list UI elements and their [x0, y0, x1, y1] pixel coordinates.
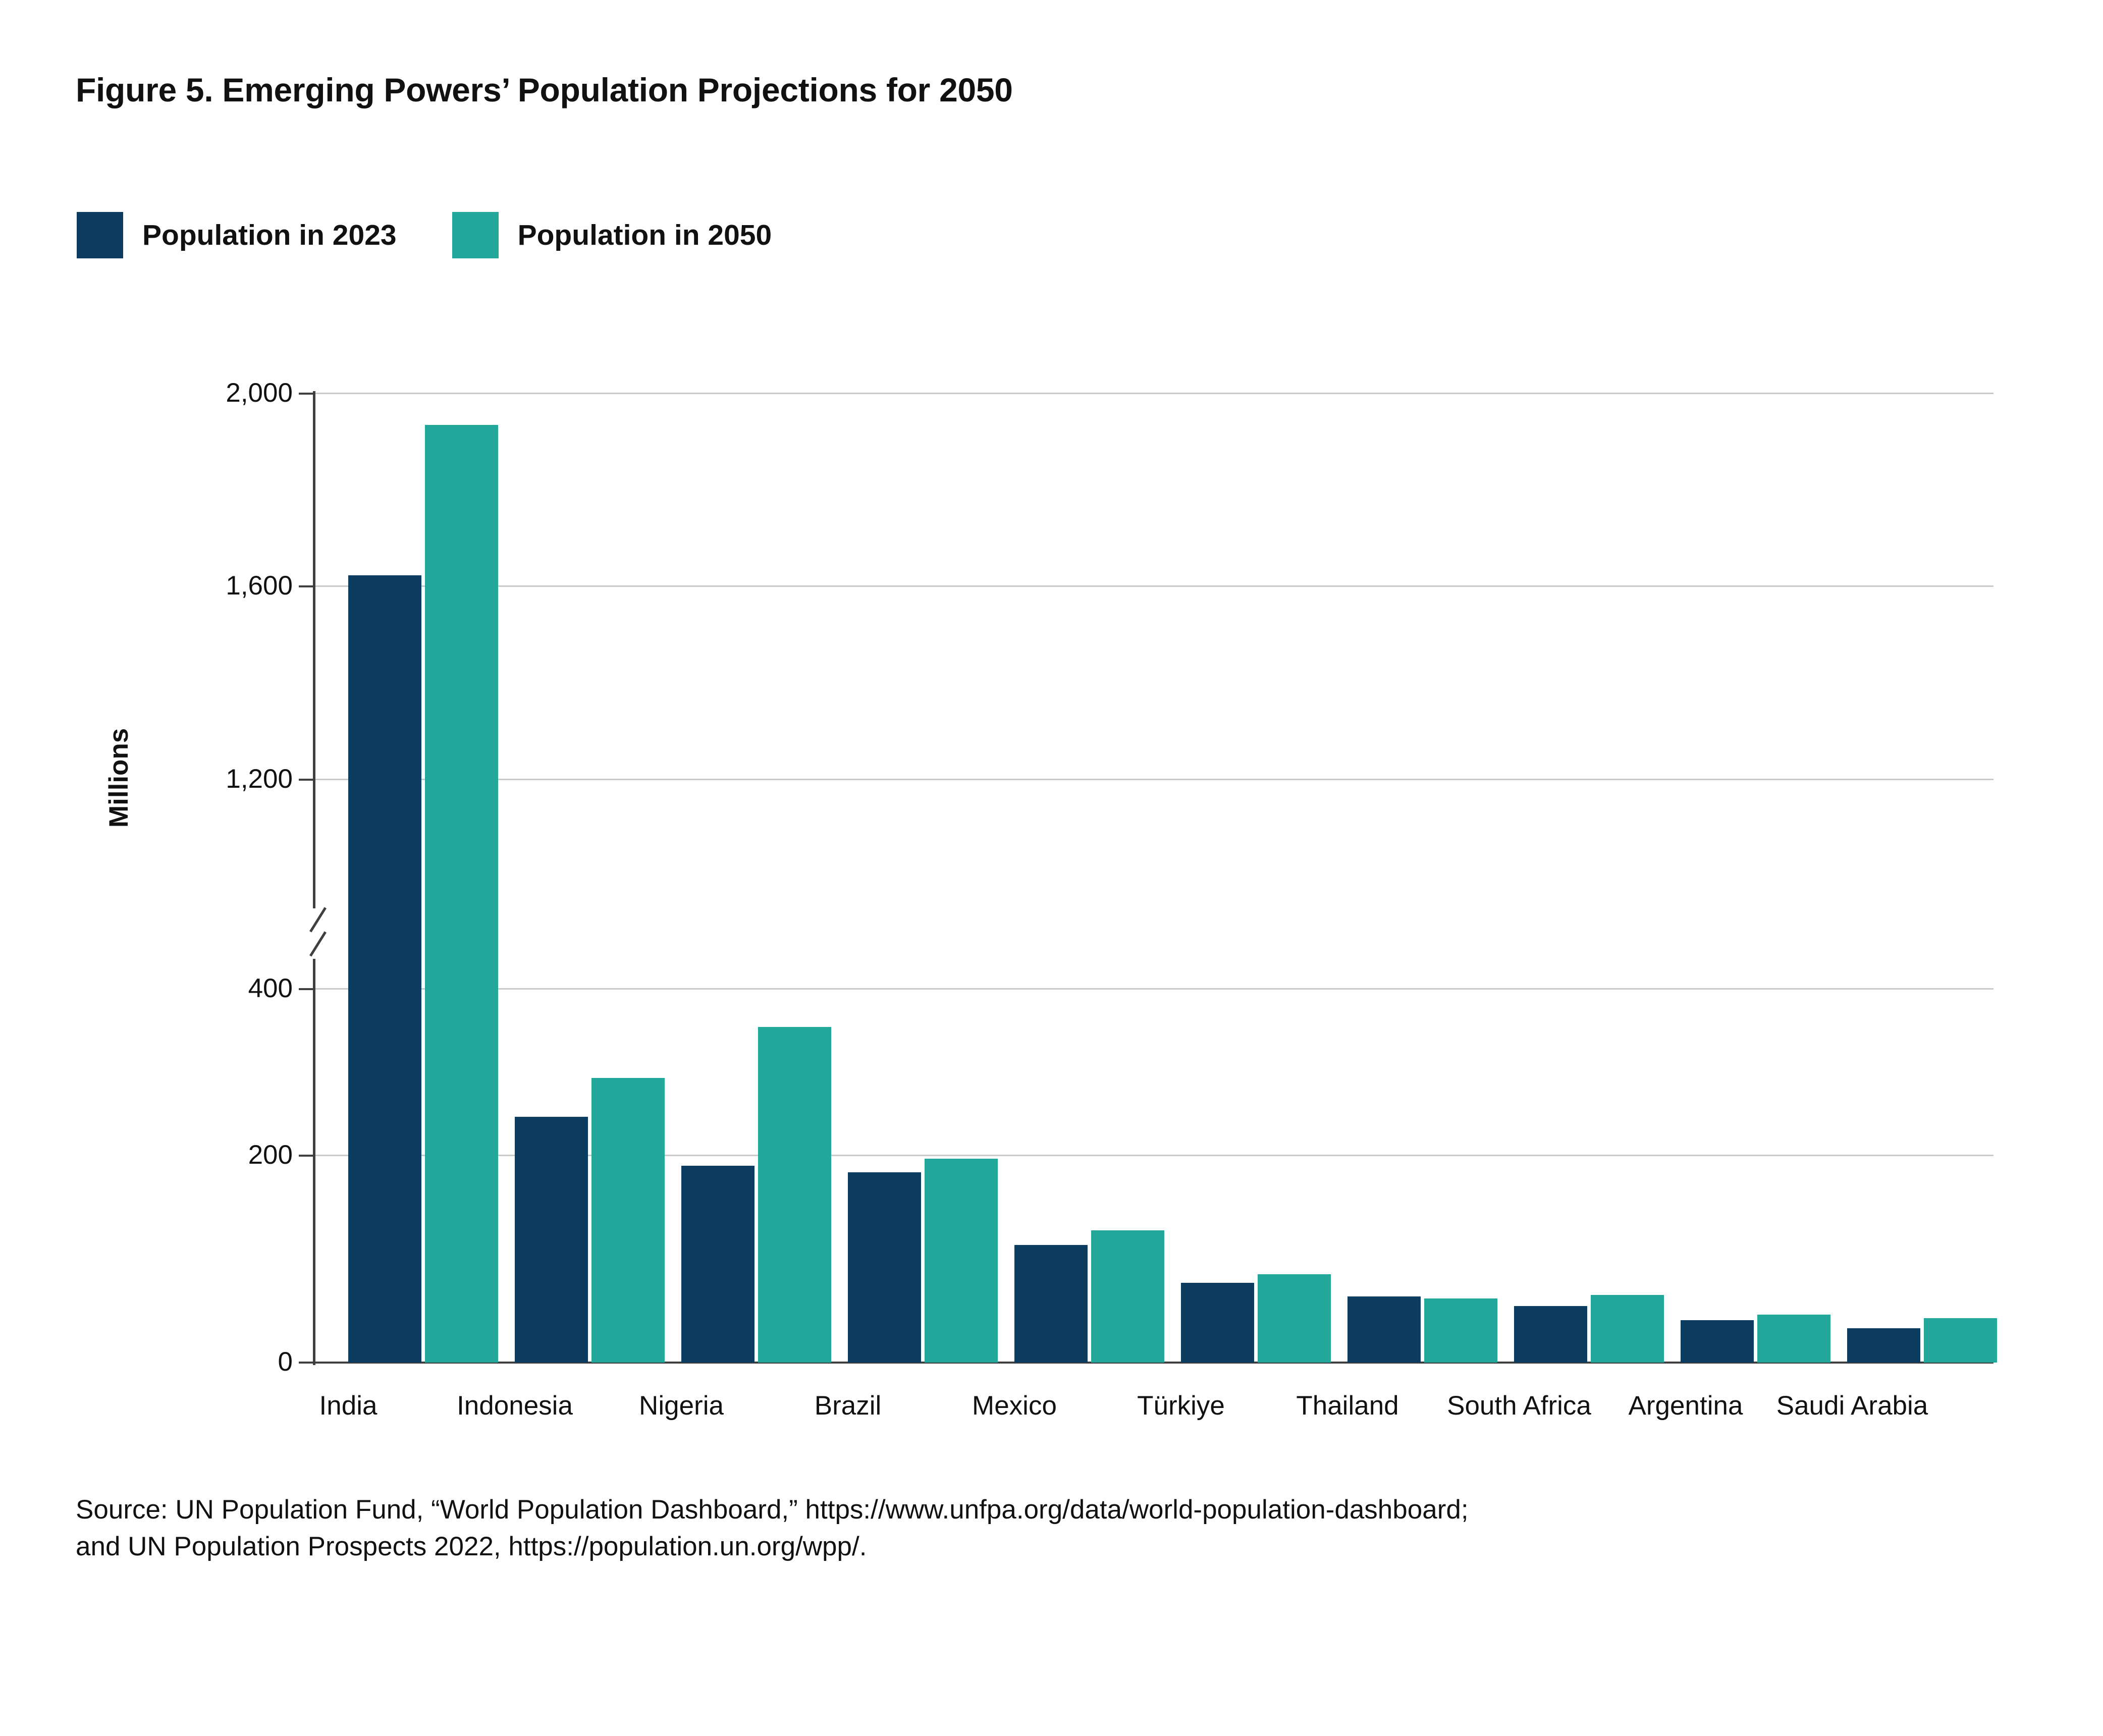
ytick-label-400: 400: [248, 973, 293, 1003]
ytick-mark-1600: [299, 585, 314, 587]
legend-label-2050: Population in 2050: [517, 219, 772, 251]
bar-turkiye-2023[interactable]: [1181, 1283, 1254, 1363]
bar-group-brazil: [848, 391, 999, 1363]
bar-mexico-2023[interactable]: [1014, 1245, 1088, 1363]
bar-nigeria-2023[interactable]: [681, 1166, 754, 1363]
bar-group-mexico: [1014, 391, 1166, 1363]
bar-saudi-arabia-2050[interactable]: [1924, 1318, 1997, 1363]
bar-group-india: [348, 391, 500, 1363]
bar-mexico-2050[interactable]: [1091, 1230, 1164, 1363]
bar-group-south-africa: [1514, 391, 1665, 1363]
bar-indonesia-2050[interactable]: [591, 1078, 665, 1363]
bar-series-container: [313, 391, 1993, 1363]
bar-thailand-2050[interactable]: [1424, 1298, 1497, 1363]
xtick-label-turkiye: Türkiye: [1137, 1391, 1225, 1421]
bar-india-2050[interactable]: [425, 425, 498, 1363]
bar-indonesia-2023[interactable]: [515, 1117, 588, 1363]
xtick-label-saudi-arabia: Saudi Arabia: [1776, 1391, 1928, 1421]
bar-south-africa-2023[interactable]: [1514, 1306, 1587, 1363]
ytick-mark-2000: [299, 393, 314, 395]
bar-saudi-arabia-2023[interactable]: [1847, 1328, 1920, 1363]
xtick-label-thailand: Thailand: [1296, 1391, 1399, 1421]
bar-argentina-2023[interactable]: [1681, 1320, 1754, 1363]
ytick-mark-1200: [299, 779, 314, 781]
bar-turkiye-2050[interactable]: [1258, 1274, 1331, 1363]
legend-label-2023: Population in 2023: [142, 219, 397, 251]
ytick-label-2000: 2,000: [226, 378, 293, 408]
xtick-label-argentina: Argentina: [1628, 1391, 1743, 1421]
ytick-label-0: 0: [278, 1347, 293, 1377]
ytick-label-200: 200: [248, 1140, 293, 1170]
y-axis-title: Millions: [104, 728, 134, 828]
bar-group-thailand: [1347, 391, 1499, 1363]
ytick-mark-200: [299, 1155, 314, 1157]
ytick-label-1200: 1,200: [226, 764, 293, 794]
xtick-label-brazil: Brazil: [814, 1391, 882, 1421]
xtick-label-indonesia: Indonesia: [457, 1391, 573, 1421]
bar-group-saudi-arabia: [1847, 391, 1999, 1363]
bar-india-2023[interactable]: [348, 575, 421, 1363]
page-title: Figure 5. Emerging Powers’ Population Projections for 2050: [76, 71, 1013, 108]
ytick-mark-0: [299, 1362, 314, 1364]
bar-south-africa-2050[interactable]: [1591, 1295, 1664, 1363]
bar-group-nigeria: [681, 391, 833, 1363]
ytick-mark-400: [299, 988, 314, 990]
xtick-label-mexico: Mexico: [972, 1391, 1057, 1421]
bar-thailand-2023[interactable]: [1347, 1296, 1421, 1363]
bar-brazil-2023[interactable]: [848, 1172, 921, 1363]
source-line-1: Source: UN Population Fund, “World Population Dashboard,” https://www.unfpa.org/data/world-population-dashboard;: [76, 1495, 1469, 1525]
bar-group-indonesia: [515, 391, 666, 1363]
bar-group-argentina: [1681, 391, 1832, 1363]
bar-nigeria-2050[interactable]: [758, 1027, 831, 1363]
xtick-label-nigeria: Nigeria: [639, 1391, 724, 1421]
xtick-label-south-africa: South Africa: [1447, 1391, 1591, 1421]
bar-brazil-2050[interactable]: [925, 1159, 998, 1363]
ytick-label-1600: 1,600: [226, 571, 293, 601]
bar-group-turkiye: [1181, 391, 1332, 1363]
source-line-2: and UN Population Prospects 2022, https://population.un.org/wpp/.: [76, 1532, 867, 1562]
xtick-label-india: India: [319, 1391, 378, 1421]
bar-argentina-2050[interactable]: [1757, 1315, 1830, 1363]
source-note: [76, 1491, 2044, 1565]
